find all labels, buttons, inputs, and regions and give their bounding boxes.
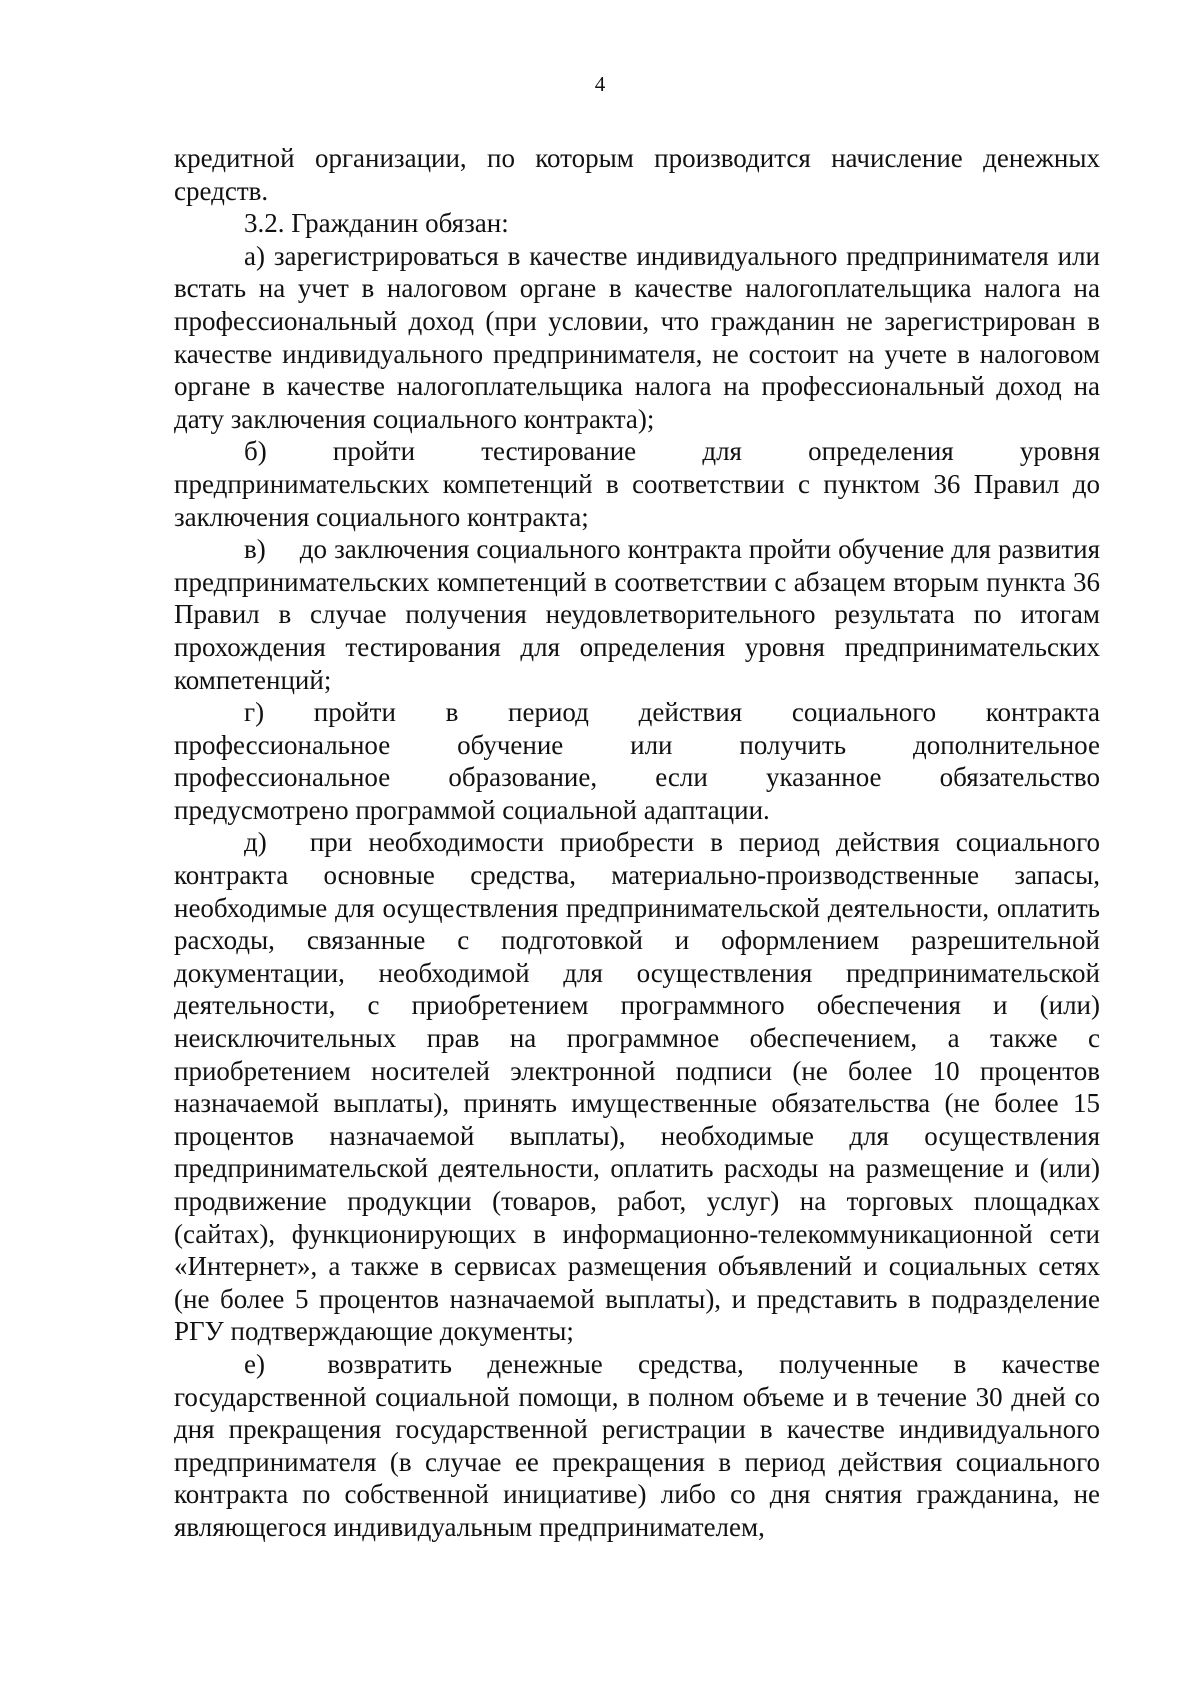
paragraph-item-a: а) зарегистрироваться в качестве индивидуального предпринимателя или встать на учет в налоговом органе в качестве налогоплательщика налога на профессиональный доход (при условии, что гражданин не зарегистрирован в качестве индивидуального предпринимателя, не состоит на учете в налоговом органе в качестве налогоплательщика налога на профессиональный доход на дату заключения социального контракта); <box>174 240 1100 434</box>
paragraph-item-b: б) пройти тестирование для определения уровня предпринимательских компетенций в соответствии с пунктом 36 Правил до заключения социального контракта; <box>174 436 1100 532</box>
paragraph-continuation: кредитной организации, по которым производится начисление денежных средств. <box>174 143 1100 206</box>
paragraph-item-e: е) возвратить денежные средства, полученные в качестве государственной социальной помощи, в полном объеме и в течение 30 дней со дня прекращения государственной регистрации в качестве индивидуального предпринимателя (в случае ее прекращения в период действия социального контракта по собственной инициативе) либо со дня снятия гражданина, не являющегося индивидуальным предпринимателем, <box>174 1348 1100 1542</box>
page-number: 4 <box>594 72 606 96</box>
paragraph-item-g: г) пройти в период действия социального контракта профессиональное обучение или получить дополнительное профессиональное образование, если указанное обязательство предусмотрено программой социальной адаптации. <box>174 697 1100 825</box>
document-body <box>174 142 1100 1544</box>
paragraph-section-3-2: 3.2. Гражданин обязан: <box>244 208 509 239</box>
paragraph-item-v: в) до заключения социального контракта пройти обучение для развития предпринимательских компетенций в соответствии с абзацем вторым пункта 36 Правил в случае получения неудовлетворительного результата по итогам прохождения тестирования для определения уровня предпринимательских компетенций; <box>174 534 1100 695</box>
paragraph-item-d: д) при необходимости приобрести в период действия социального контракта основные средства, материально-производственные запасы, необходимые для осуществления предпринимательской деятельности, оплатить расходы, связанные с подготовкой и оформлением разрешительной документации, необходимой для осуществления предпринимательской деятельности, с приобретением программного обеспечения и (или) неисключительных прав на программное обеспечением, а также с приобретением носителей электронной подписи (не более 10 процентов назначаемой выплаты), принять имущественные обязательства (не более 15 процентов назначаемой выплаты), необходимые для осуществления предпринимательской деятельности, оплатить расходы на размещение и (или) продвижение продукции (товаров, работ, услуг) на торговых площадках (сайтах), функционирующих в информационно-телекоммуникационной сети «Интернет», а также в сервисах размещения объявлений и социальных сетях (не более 5 процентов назначаемой выплаты), и представить в подразделение РГУ подтверждающие документы; <box>174 827 1100 1347</box>
